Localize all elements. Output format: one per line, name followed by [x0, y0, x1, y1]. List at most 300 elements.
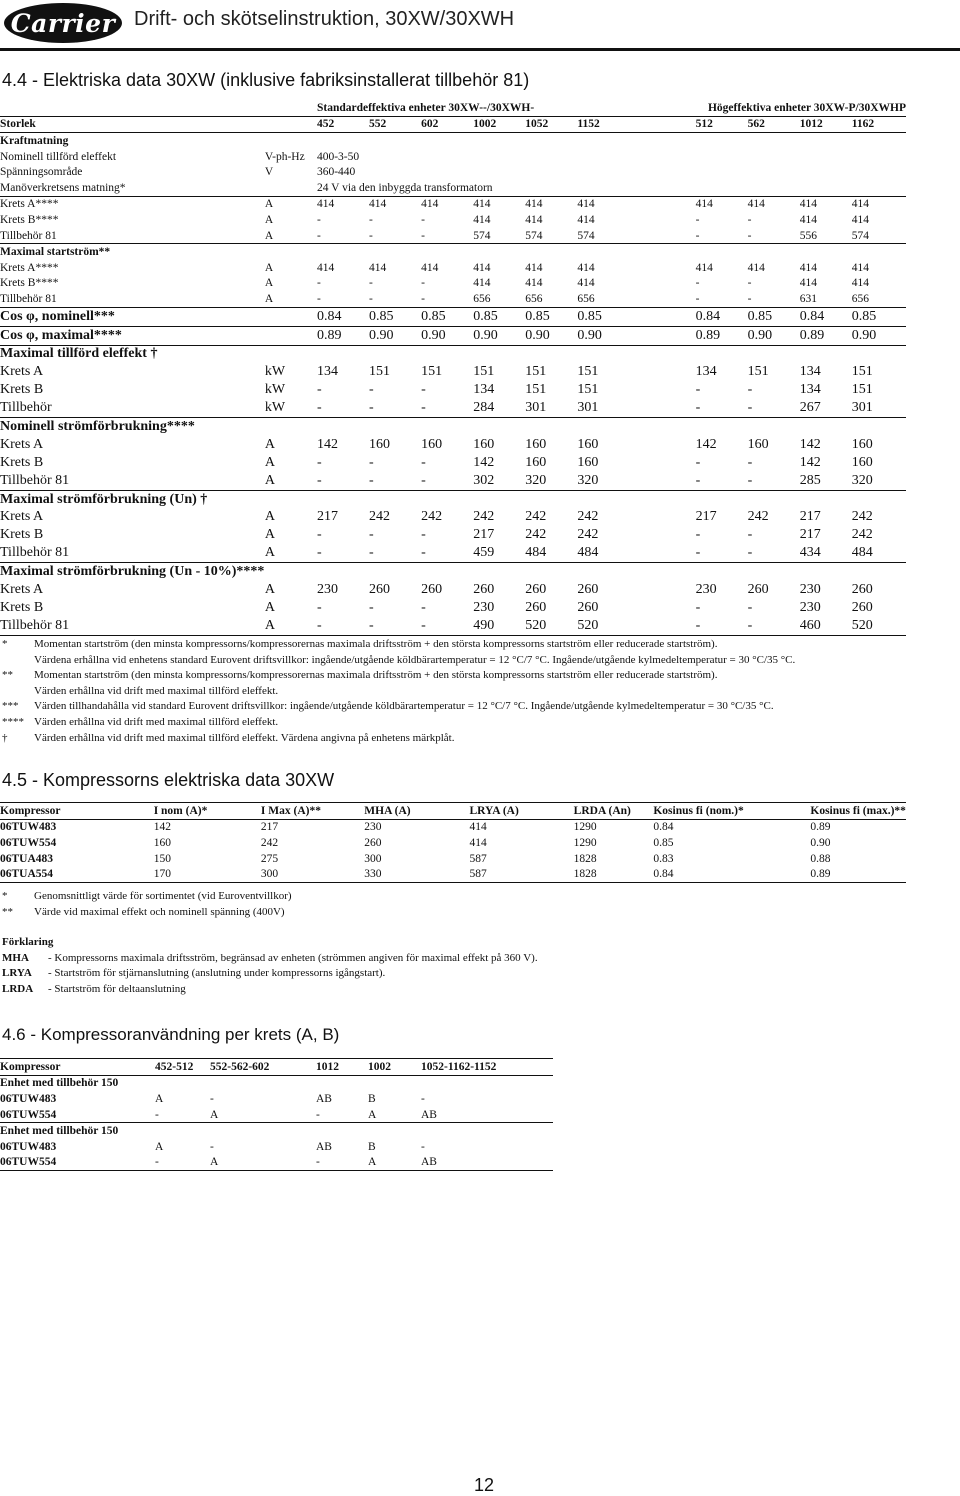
row-value: 160: [525, 436, 547, 452]
column-header: 452-512: [155, 1059, 210, 1076]
footnote-mark: ***: [2, 700, 19, 713]
row-unit: A: [264, 436, 276, 452]
table-row: [0, 866, 906, 882]
group-row: [0, 1075, 553, 1091]
row-value: 134: [473, 382, 495, 398]
table-row: [0, 1091, 553, 1107]
row-value: 160: [851, 454, 873, 470]
row-label: Krets A: [0, 509, 44, 525]
footnote-mark: [2, 653, 34, 669]
footnote: [2, 715, 795, 731]
row-label: Krets B****: [0, 213, 59, 226]
footnote: [2, 905, 292, 921]
row-value: 414: [799, 198, 817, 211]
row-value: 414: [316, 261, 335, 274]
table-cell: A: [210, 1155, 316, 1171]
row-unit: [265, 490, 317, 508]
row-value: 414: [799, 261, 817, 274]
legend-abbr: LRYA: [2, 967, 32, 980]
row-value: 520: [852, 617, 906, 635]
footnote-mark: ****: [2, 715, 24, 728]
row-value: -: [695, 213, 700, 226]
row-value: [852, 563, 906, 581]
row-value: [852, 345, 906, 363]
footnote-text: Värden tillhandahålla vid standard Eurovent driftsvillkor: ingående/utgående köldbärartemperatur = 12 °C/7 °C. Ingående/utgående kylmedeltemperatur = 30 °C/35 °C.: [34, 700, 774, 713]
row-value: 160: [747, 436, 769, 452]
row-value: 230: [799, 599, 821, 615]
row-value: 230: [799, 582, 821, 598]
legend-text: - Startström för deltaanslutning: [48, 982, 186, 995]
footnote-text: Värden erhållna vid drift med maximal tillförd eleffekt.: [34, 715, 279, 728]
table-cell: 0.89: [810, 866, 906, 882]
row-label: Krets B: [0, 454, 44, 470]
table-cell: AB: [316, 1092, 332, 1105]
row-value: -: [421, 454, 426, 470]
carrier-logo: Carrier: [4, 3, 122, 43]
row-value: 142: [473, 454, 495, 470]
row-value: -: [317, 399, 369, 417]
row-value: 414: [851, 277, 870, 290]
column-header: 552-562-602: [210, 1059, 316, 1076]
size-cell: 452: [317, 116, 369, 133]
row-value: -: [748, 472, 800, 490]
row-value: 0.85: [369, 307, 421, 326]
footnote-text: Genomsnittligt värde för sortimentet (vid Euroventvillkor): [34, 890, 292, 902]
row-unit: A: [265, 291, 317, 307]
table-cell: 1828: [573, 852, 597, 865]
row-value: [800, 490, 852, 508]
row-value: [369, 345, 421, 363]
row-value: 0.90: [369, 326, 421, 345]
column-header: Kosinus fi (max.)**: [810, 803, 906, 820]
row-value: [800, 418, 852, 436]
row-value: [317, 418, 369, 436]
row-value: [473, 345, 525, 363]
row-value: 285: [800, 472, 852, 490]
row-value: -: [369, 213, 373, 226]
row-value: [577, 418, 695, 436]
legend-item: [2, 951, 538, 967]
row-value: 0.89: [317, 326, 369, 345]
table-cell: -: [316, 1155, 368, 1171]
table-row: [0, 228, 906, 244]
table-row: [0, 490, 906, 508]
table-cell: A: [368, 1155, 421, 1171]
row-value: -: [369, 617, 421, 635]
row-value: 217: [473, 527, 495, 543]
table-cell: A: [368, 1108, 377, 1121]
row-value: [852, 244, 906, 260]
row-value: 217: [695, 509, 717, 525]
legend-title: Förklaring: [2, 936, 54, 948]
row-value: [748, 563, 800, 581]
column-header: 1052-1162-1152: [421, 1059, 553, 1076]
table-cell: 170: [154, 866, 261, 882]
row-value: -: [696, 228, 748, 244]
row-unit: A: [264, 213, 274, 226]
table-cell: 0.90: [810, 836, 831, 849]
row-value: 0.85: [852, 307, 906, 326]
row-value: [421, 563, 473, 581]
row-value: -: [421, 617, 473, 635]
footnote-text: Värdena erhållna vid enhetens standard Eurovent driftsvillkor: ingående/utgående köldbärartemperatur = 12 °C/7 °C. Ingående/utgående kylmedeltemperatur = 30 °C/35 °C.: [34, 653, 796, 666]
table-cell: -: [316, 1108, 320, 1121]
table-cell: 0.84: [653, 821, 674, 834]
table-row: [0, 1107, 553, 1123]
row-value: 414: [695, 198, 713, 211]
row-value: 0.89: [800, 326, 852, 345]
row-value: [473, 490, 525, 508]
row-unit: A: [264, 261, 274, 274]
table-cell: 1290: [573, 836, 597, 849]
row-value: -: [421, 527, 426, 543]
table-cell: B: [368, 1140, 376, 1153]
row-value: -: [317, 472, 369, 490]
row-value: 151: [577, 382, 599, 398]
row-value: 484: [852, 544, 906, 562]
row-unit: A: [264, 454, 276, 470]
row-value: [696, 418, 748, 436]
row-value: [369, 133, 421, 149]
row-unit: [265, 563, 317, 581]
footnote-mark: **: [2, 905, 13, 918]
compressor-usage-table: [0, 1058, 553, 1171]
row-value: 0.85: [525, 307, 577, 326]
row-value: -: [316, 277, 321, 290]
table-cell: A: [155, 1140, 164, 1153]
row-value: -: [317, 544, 369, 562]
row-value: 0.85: [421, 307, 473, 326]
table-row: [0, 276, 906, 292]
row-value: 574: [852, 228, 906, 244]
table-row: [0, 436, 906, 454]
row-value: 0.90: [525, 326, 577, 345]
row-unit: A: [264, 509, 276, 525]
row-value: 484: [525, 544, 577, 562]
row-value: 242: [577, 509, 599, 525]
row-value: 320: [525, 472, 577, 490]
row-value: 414: [695, 261, 713, 274]
row-value: -: [316, 599, 322, 615]
footnote: [2, 653, 795, 669]
row-label: Tillbehör 81: [0, 544, 265, 562]
size-label: Storlek: [0, 116, 265, 133]
row-value: 656: [577, 291, 695, 307]
column-header: LRDA (An): [574, 803, 654, 820]
group-row: [0, 1123, 553, 1139]
table-row: [0, 307, 906, 326]
row-unit: A: [264, 582, 276, 598]
row-value: 414: [747, 261, 765, 274]
row-value: 134: [695, 364, 717, 380]
footnote: [2, 699, 795, 715]
row-value: 0.85: [748, 307, 800, 326]
row-value: -: [421, 544, 473, 562]
table-cell: A: [210, 1108, 219, 1121]
row-value: 574: [525, 228, 577, 244]
row-value: 631: [800, 291, 852, 307]
table-row: [0, 381, 906, 399]
size-row: [0, 116, 906, 133]
row-label: Cos φ, nominell***: [0, 307, 265, 326]
row-unit: kW: [264, 382, 286, 398]
row-value: 242: [851, 509, 873, 525]
footnote-mark: *: [2, 638, 8, 650]
table-row: [0, 581, 906, 599]
row-value: 414: [851, 261, 870, 274]
page-number: 12: [474, 1475, 495, 1495]
row-value: -: [748, 228, 800, 244]
row-value: 260: [369, 582, 391, 598]
row-unit: A: [265, 544, 317, 562]
table-row: [0, 819, 906, 835]
row-value: 656: [473, 291, 525, 307]
table-row: [0, 509, 906, 527]
row-value: 414: [421, 198, 439, 211]
table-row: [0, 851, 906, 867]
row-value: 301: [525, 399, 577, 417]
row-value: 242: [747, 509, 769, 525]
row-label: Tillbehör 81: [0, 617, 265, 635]
row-unit: [265, 244, 317, 260]
row-value: 260: [473, 582, 495, 598]
row-value: -: [369, 228, 421, 244]
row-value: 260: [577, 599, 599, 615]
table-cell: 1290: [573, 821, 597, 834]
table-cell: AB: [421, 1155, 553, 1171]
table-row: [0, 835, 906, 851]
row-value: [369, 563, 421, 581]
row-value: [748, 490, 800, 508]
row-value: 217: [799, 509, 821, 525]
row-label: Manöverkretsens matning*: [0, 180, 265, 196]
legend: [2, 935, 538, 997]
footnote: [2, 684, 795, 700]
row-label: Nominell tillförd eleffekt: [0, 150, 117, 163]
row-value: 0.90: [421, 326, 473, 345]
row-value: [421, 418, 473, 436]
row-value: 242: [851, 527, 873, 543]
row-unit: V-ph-Hz: [264, 150, 305, 163]
table-row: [0, 260, 906, 276]
table-cell: 06TUA554: [0, 866, 154, 882]
row-value: -: [421, 291, 473, 307]
row-value: 414: [316, 198, 335, 211]
footnote-text: Värden erhållna vid drift med maximal tillförd eleffekt.: [34, 684, 279, 697]
row-value: [577, 244, 695, 260]
row-value: [525, 133, 577, 149]
table-cell: -: [155, 1108, 159, 1121]
table-cell: 217: [260, 821, 279, 834]
row-unit: kW: [264, 364, 286, 380]
size-cell: 1052: [525, 116, 577, 133]
table-row: [0, 617, 906, 635]
table-cell: 300: [261, 866, 364, 882]
row-value: [800, 563, 852, 581]
size-cell: 552: [369, 116, 421, 133]
table-row: [0, 291, 906, 307]
table-cell: 414: [469, 836, 487, 849]
size-cell: 1012: [800, 116, 852, 133]
row-value: -: [747, 599, 753, 615]
row-label: Maximal tillförd eleffekt †: [0, 346, 158, 362]
row-unit: A: [264, 527, 276, 543]
row-value: 142: [799, 436, 821, 452]
row-value: 484: [577, 544, 695, 562]
row-value: -: [421, 382, 426, 398]
table-cell: 0.85: [653, 836, 674, 849]
row-value: [525, 244, 577, 260]
section-4-5-title: 4.5 - Kompressorns elektriska data 30XW: [2, 770, 335, 790]
row-value: 284: [473, 399, 525, 417]
table-cell: 1828: [574, 866, 654, 882]
row-value: 0.89: [696, 326, 748, 345]
row-value: 151: [525, 364, 547, 380]
row-value: 217: [316, 509, 338, 525]
row-value: 142: [316, 436, 338, 452]
row-value: -: [369, 399, 421, 417]
table-cell: 587: [469, 852, 487, 865]
row-value: 0.90: [852, 326, 906, 345]
row-value: [852, 418, 906, 436]
row-value: [421, 345, 473, 363]
group-name: Enhet med tillbehör 150: [0, 1077, 119, 1090]
row-value: 414: [799, 213, 817, 226]
row-value: 151: [577, 364, 599, 380]
table-cell: B: [368, 1092, 376, 1105]
size-cell: 512: [696, 116, 748, 133]
row-value: -: [369, 291, 421, 307]
row-value: 459: [473, 544, 525, 562]
row-value: 267: [800, 399, 852, 417]
row-value: [696, 244, 748, 260]
row-value: 414: [525, 213, 543, 226]
table-row: [0, 164, 906, 180]
row-value: 134: [316, 364, 338, 380]
row-value: 134: [799, 382, 821, 398]
row-value: [525, 490, 577, 508]
row-label: Maximal strömförbrukning (Un - 10%)****: [0, 564, 265, 580]
row-label: Krets B: [0, 527, 44, 543]
table-cell: 230: [364, 821, 382, 834]
row-value: 414: [421, 261, 439, 274]
table-row: [0, 399, 906, 417]
row-value: -: [369, 382, 374, 398]
row-value: [577, 563, 695, 581]
footnote: [2, 637, 795, 653]
legend-text: - Kompressorns maximala driftsström, begränsad av enheten (strömmen angiven för maximal effekt på 360 V).: [48, 951, 538, 964]
size-cell: 1162: [852, 116, 906, 133]
row-value: -: [695, 527, 701, 543]
row-unit: A: [265, 617, 317, 635]
row-value: 242: [525, 527, 547, 543]
row-value: -: [695, 382, 701, 398]
table-row: [0, 472, 906, 490]
legend-item: [2, 982, 538, 998]
row-value: [369, 244, 421, 260]
row-value: 160: [421, 436, 443, 452]
row-label: Krets A****: [0, 261, 59, 274]
row-value: -: [369, 527, 374, 543]
row-value: 302: [473, 472, 525, 490]
row-value: [800, 133, 852, 149]
row-value: 490: [473, 617, 525, 635]
table-row: [0, 526, 906, 544]
row-value: 0.84: [317, 307, 369, 326]
row-value: -: [695, 277, 700, 290]
row-value: 160: [473, 436, 495, 452]
table-cell: 0.84: [653, 866, 810, 882]
table-cell: 06TUW483: [0, 1140, 57, 1153]
row-unit: [265, 307, 317, 326]
column-header: I nom (A)*: [154, 803, 261, 820]
table-row: [0, 454, 906, 472]
row-value: -: [369, 472, 421, 490]
row-value: 151: [473, 364, 495, 380]
row-value: -: [747, 213, 752, 226]
row-unit: A: [264, 277, 274, 290]
table-cell: 0.83: [653, 852, 674, 865]
footnote-text: Värden erhållna vid drift med maximal tillförd eleffekt. Värdena angivna på enhetens märkplåt.: [34, 731, 455, 744]
row-value: -: [317, 291, 369, 307]
row-unit: [265, 326, 317, 345]
row-value: 260: [577, 582, 599, 598]
row-value: [369, 418, 421, 436]
row-label: Tillbehör 81: [0, 291, 265, 307]
row-value: 414: [851, 213, 870, 226]
row-value: 414: [577, 213, 595, 226]
row-span-value: 360-440: [316, 166, 356, 179]
row-value: [421, 490, 473, 508]
row-value: [696, 345, 748, 363]
row-unit: A: [265, 228, 317, 244]
row-span-value: 24 V via den inbyggda transformatorn: [317, 180, 906, 196]
row-value: 414: [473, 277, 491, 290]
row-value: 151: [851, 382, 873, 398]
row-value: [525, 418, 577, 436]
row-label: Krets B: [0, 382, 44, 398]
table-cell: 0.89: [810, 821, 831, 834]
row-label: Cos φ, maximal****: [0, 326, 265, 345]
table-row: [0, 563, 906, 581]
table-cell: 06TUA483: [0, 852, 54, 865]
row-label: Nominell strömförbrukning****: [0, 419, 195, 434]
row-value: 434: [800, 544, 852, 562]
row-value: 556: [800, 228, 852, 244]
row-value: 0.90: [577, 326, 695, 345]
row-value: -: [696, 291, 748, 307]
row-value: 142: [695, 436, 717, 452]
table-row: [0, 544, 906, 562]
table-cell: -: [210, 1140, 214, 1153]
row-value: 160: [577, 436, 599, 452]
row-value: 230: [316, 582, 338, 598]
table-cell: 414: [469, 821, 487, 834]
row-value: [317, 563, 369, 581]
row-label: Krets B****: [0, 277, 59, 290]
row-unit: [265, 180, 317, 196]
row-label: Maximal strömförbrukning (Un) †: [0, 491, 208, 507]
table-cell: -: [155, 1155, 210, 1171]
row-value: [748, 418, 800, 436]
row-unit: A: [264, 599, 276, 615]
row-value: 142: [799, 454, 821, 470]
section-4-4-title: 4.4 - Elektriska data 30XW (inklusive fabriksinstallerat tillbehör 81): [2, 70, 530, 90]
row-unit: kW: [265, 399, 317, 417]
row-unit: [265, 133, 317, 149]
row-value: -: [748, 291, 800, 307]
legend-abbr: MHA: [2, 951, 29, 964]
